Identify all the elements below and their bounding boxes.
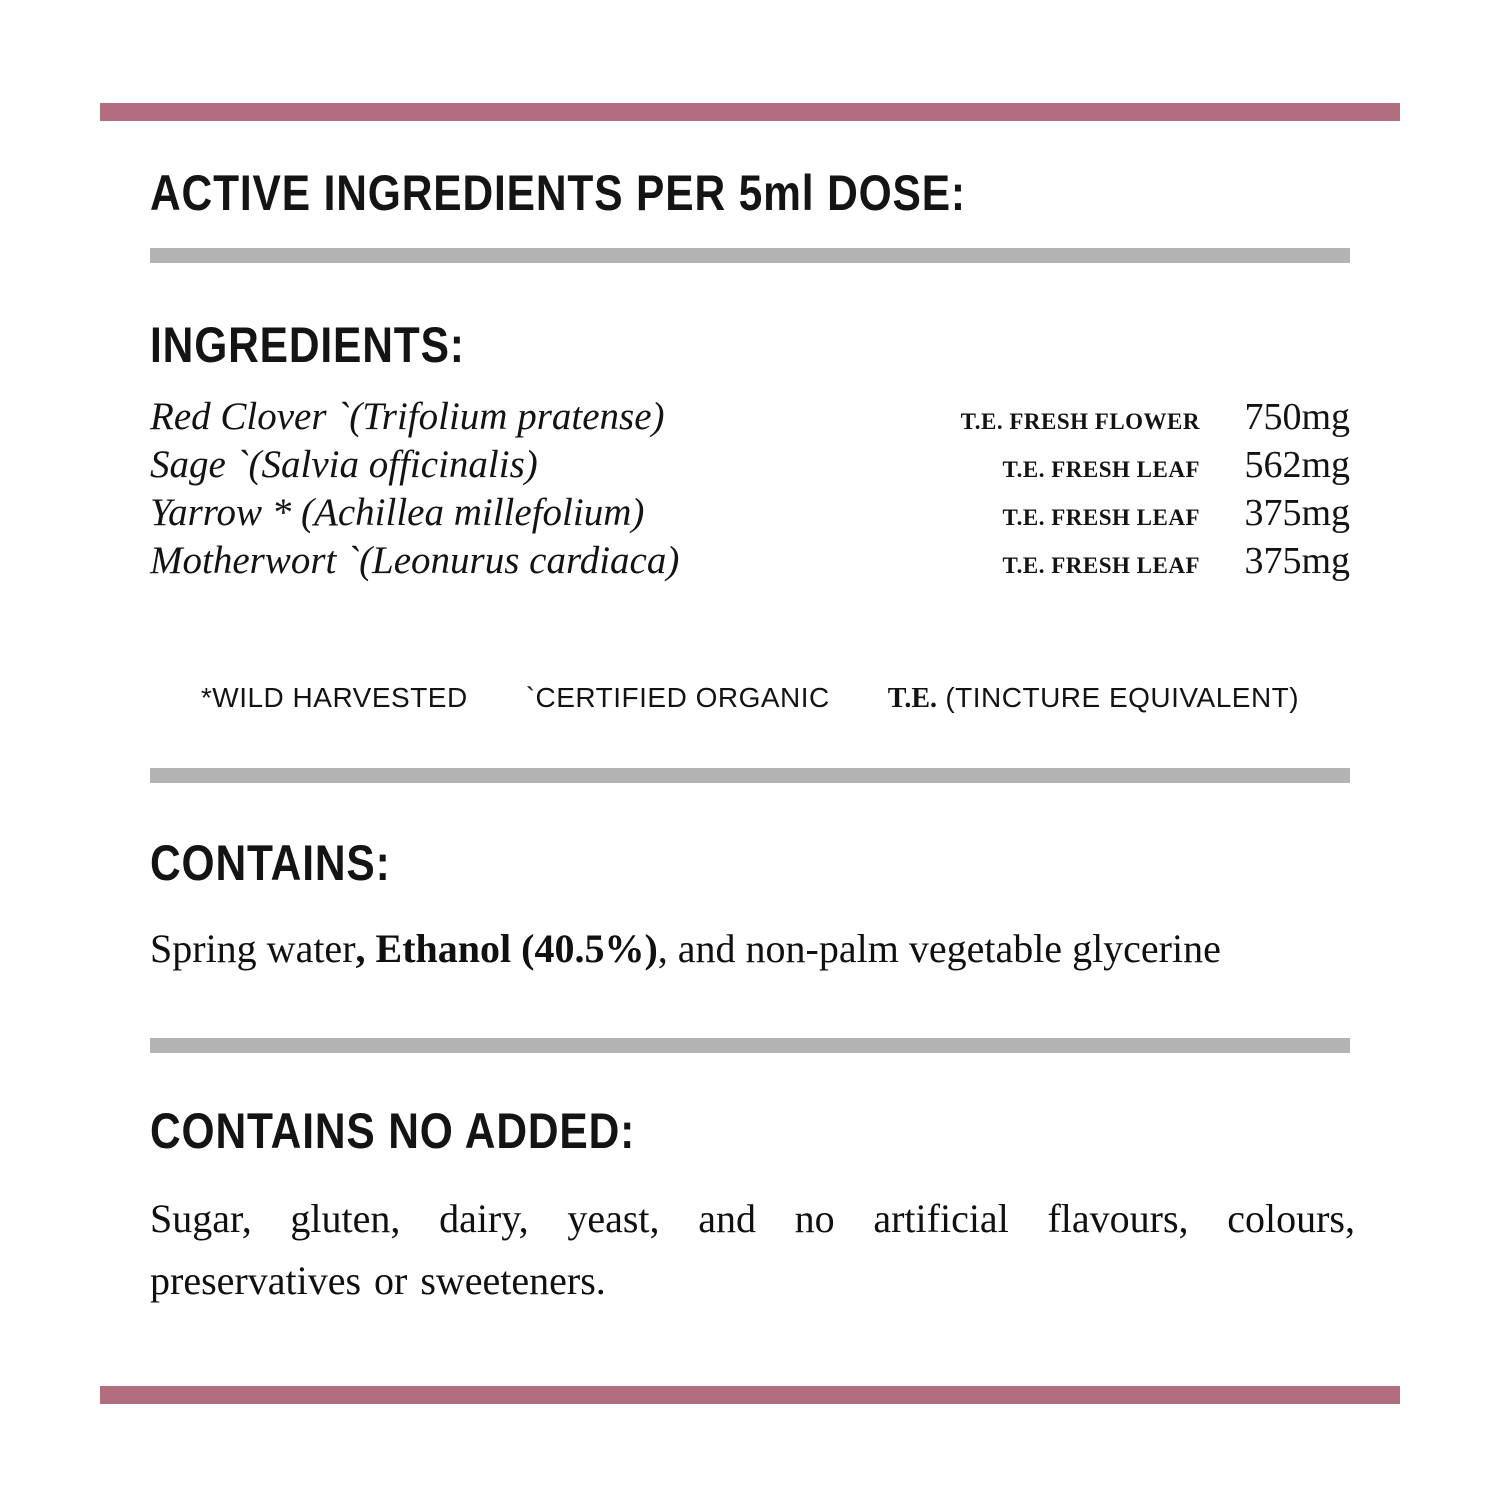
ingredient-amount: 750mg <box>1244 396 1350 438</box>
certified-organic-note: `CERTIFIED ORGANIC <box>525 682 830 713</box>
tincture-equivalent-label: T.E. FRESH LEAF <box>1002 457 1200 482</box>
contains-no-added-body: Sugar, gluten, dairy, yeast, and no artificial flavours, colours, preservatives or sweeteners. <box>150 1196 1355 1303</box>
ingredient-name: Red Clover `(Trifolium pratense) <box>150 395 665 438</box>
section-divider <box>150 1038 1350 1053</box>
ingredient-row <box>150 538 1350 586</box>
tincture-equivalent-label: T.E. FRESH LEAF <box>1002 505 1200 530</box>
ingredient-name: Yarrow * (Achillea millefolium) <box>150 491 645 534</box>
active-ingredients-heading: ACTIVE INGREDIENTS PER 5ml DOSE: <box>150 165 966 221</box>
ingredients-heading: INGREDIENTS: <box>150 317 465 373</box>
ingredient-name: Sage `(Salvia officinalis) <box>150 443 538 486</box>
contains-no-added-heading: CONTAINS NO ADDED: <box>150 1103 636 1159</box>
footnote-legend <box>150 682 1350 715</box>
contains-body-ethanol: , Ethanol (40.5%) <box>355 926 658 971</box>
tincture-equivalent-label: T.E. FRESH LEAF <box>1002 553 1200 578</box>
section-divider <box>150 768 1350 783</box>
ingredient-amount: 375mg <box>1244 540 1350 582</box>
bottom-accent-bar <box>100 1386 1400 1404</box>
ingredient-amount: 375mg <box>1244 492 1350 534</box>
tincture-equivalent-label: T.E. FRESH FLOWER <box>960 409 1200 434</box>
te-expansion: (TINCTURE EQUIVALENT) <box>945 682 1300 713</box>
contains-body-post: , and non-palm vegetable glycerine <box>657 926 1221 971</box>
wild-harvested-note: *WILD HARVESTED <box>200 682 468 713</box>
contains-body-pre: Spring water <box>150 926 356 971</box>
contains-body <box>150 918 1355 980</box>
ingredient-row <box>150 442 1350 490</box>
tincture-equivalent-note <box>888 682 1299 715</box>
ingredient-name: Motherwort `(Leonurus cardiaca) <box>150 539 680 582</box>
te-abbreviation: T.E. <box>887 683 938 714</box>
ingredient-row <box>150 490 1350 538</box>
section-divider <box>150 248 1350 263</box>
contains-heading: CONTAINS: <box>150 835 391 891</box>
top-accent-bar <box>100 103 1400 121</box>
ingredient-amount: 562mg <box>1244 444 1350 486</box>
ingredient-row <box>150 394 1350 442</box>
ingredients-list <box>150 394 1350 586</box>
